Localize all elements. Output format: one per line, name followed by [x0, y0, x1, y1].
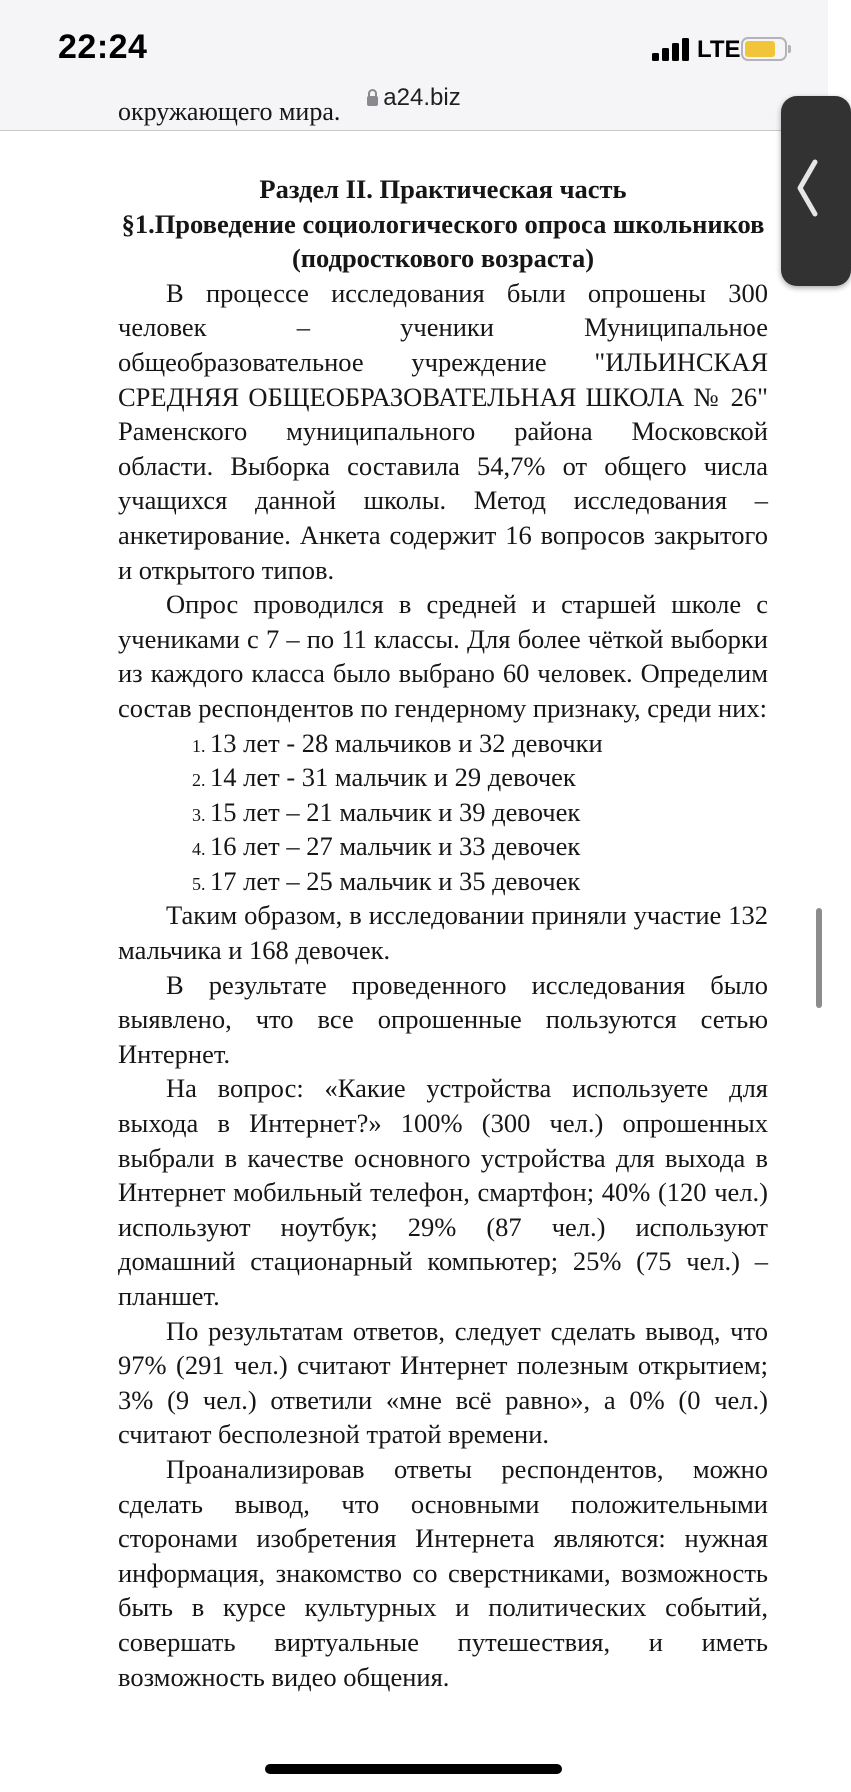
cellular-signal-icon — [652, 37, 690, 61]
network-type: LTE — [697, 36, 741, 63]
back-chevron-icon — [795, 158, 821, 218]
url-text: a24.biz — [383, 84, 461, 111]
lock-icon — [367, 96, 378, 106]
paragraph: Проанализировав ответы респондентов, можно сделать вывод, что основными положительными сторонами изобретения Интернета являются: нужная информация, знакомство со сверстниками, возможность быть в курсе культурных и политических событий, совершать виртуальные путешествия, и иметь возможность видео общения. — [118, 1453, 768, 1692]
paragraph: В процессе исследования были опрошены 300 человек – ученики Муниципальное общеобразовательное учреждение "ИЛЬИНСКАЯ СРЕДНЯЯ ОБЩЕОБРАЗОВАТЕЛЬНАЯ ШКОЛА № 26" Раменского муниципального района Московской области. Выборка составила 54,7% от общего числа учащихся данной школы. Метод исследования – анкетирование. Анкета содержит 16 вопросов закрытого и открытого типов. — [118, 277, 768, 585]
list-item: 3. 15 лет – 21 мальчик и 39 девочек — [210, 795, 768, 830]
clock: 22:24 — [58, 28, 148, 66]
subsection-title: §1.Проведение социологического опроса школьников (подросткового возраста) — [121, 208, 765, 274]
section-title: Раздел II. Практическая часть — [259, 174, 627, 204]
cut-off-text-line: окружающего мира. — [118, 97, 341, 126]
paragraph: По результатам ответов, следует сделать вывод, что 97% (291 чел.) считают Интернет полезным открытием; 3% (9 чел.) ответили «мне всё равно», а 0% (0 чел.) считают бесполезной тратой времени. — [118, 1315, 768, 1450]
list-item: 2. 14 лет - 31 мальчик и 29 девочек — [210, 760, 768, 795]
list-item: 4. 16 лет – 27 мальчик и 33 девочек — [210, 829, 768, 864]
document-content — [118, 172, 768, 1694]
list-item: 1. 13 лет - 28 мальчиков и 32 девочки — [210, 726, 768, 761]
paragraph: В результате проведенного исследования было выявлено, что все опрошенные пользуются сетью Интернет. — [118, 969, 768, 1069]
respondents-list — [118, 726, 768, 899]
scrollbar[interactable] — [816, 908, 822, 1008]
back-side-tab[interactable] — [781, 96, 851, 286]
paragraph: На вопрос: «Какие устройства используете для выхода в Интернет?» 100% (300 чел.) опрошенных выбрали в качестве основного устройства для выхода в Интернет мобильный телефон, смартфон; 40% (120 чел.) используют ноутбук; 29% (87 чел.) используют домашний стационарный компьютер; 25% (75 чел.) – планшет. — [118, 1073, 768, 1311]
list-item: 5. 17 лет – 25 мальчик и 35 девочек — [210, 864, 768, 899]
paragraph: Опрос проводился в средней и старшей школе с учениками с 7 – по 11 классы. Для более чёткой выборки из каждого класса было выбрано 60 человек. Определим состав респондентов по гендерному признаку, среди них: — [118, 589, 768, 723]
paragraph: Таким образом, в исследовании приняли участие 132 мальчика и 168 девочек. — [118, 900, 768, 966]
battery-icon — [741, 37, 787, 61]
home-indicator[interactable] — [265, 1764, 562, 1774]
